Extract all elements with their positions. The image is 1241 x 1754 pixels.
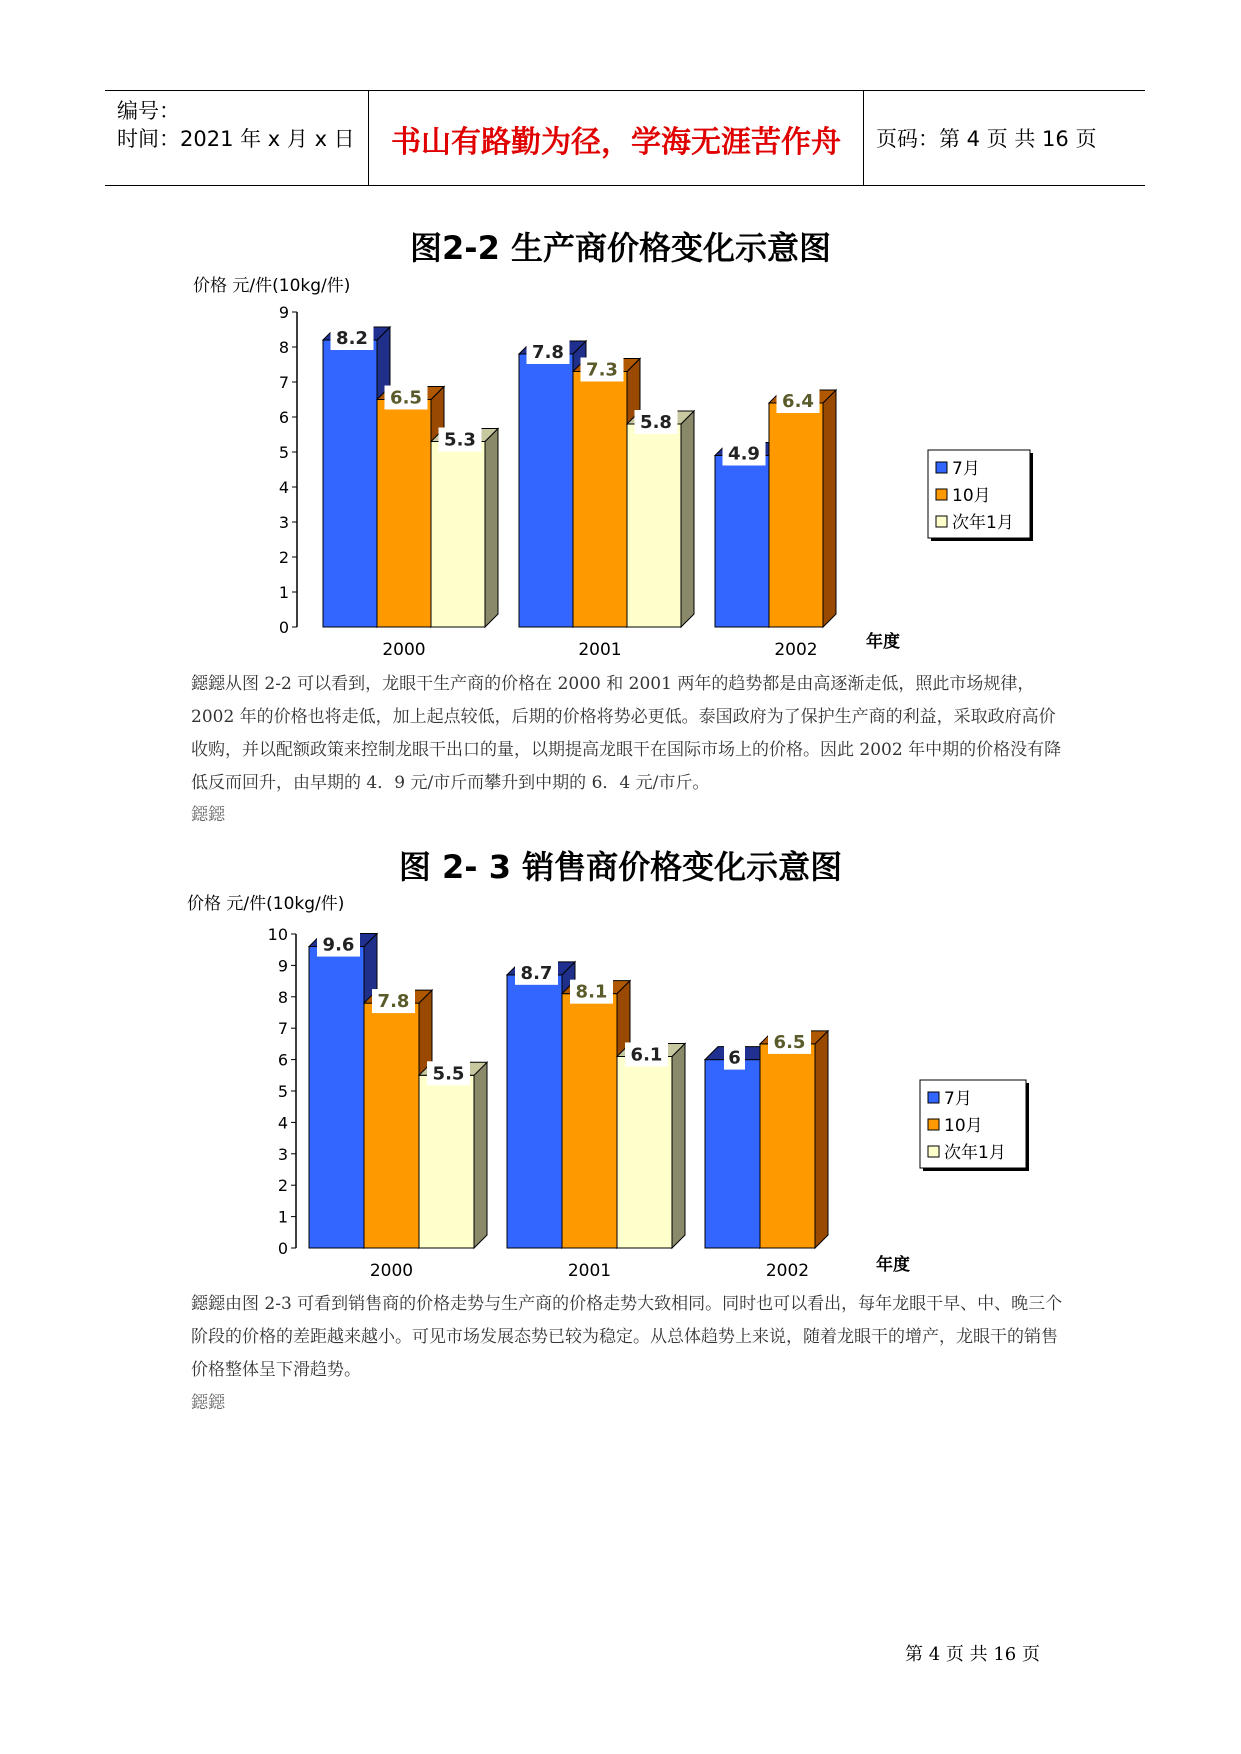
bar-front bbox=[309, 947, 364, 1248]
header-right-cell bbox=[864, 91, 1145, 185]
header-left-cell bbox=[105, 91, 369, 185]
bar-front bbox=[562, 994, 617, 1248]
legend-label: 7月 bbox=[944, 1089, 972, 1109]
y-tick-label: 7 bbox=[277, 1019, 288, 1039]
bar-side bbox=[672, 1043, 685, 1248]
legend-label: 7月 bbox=[952, 459, 980, 479]
figure2-title: 图 2- 3 销售商价格变化示意图 bbox=[398, 848, 843, 886]
y-tick-label: 7 bbox=[278, 373, 289, 392]
figure2-chart bbox=[0, 910, 1241, 1290]
figure1-unit-label: 价格 元/件(10kg/件) bbox=[193, 276, 351, 296]
figure1-chart bbox=[0, 290, 1241, 670]
legend-label: 10月 bbox=[952, 486, 991, 506]
y-tick-label: 2 bbox=[277, 1176, 288, 1196]
y-tick-label: 3 bbox=[278, 513, 289, 532]
y-tick-label: 6 bbox=[278, 408, 289, 427]
data-label: 6 bbox=[728, 1047, 741, 1069]
paragraph-1: 鐚鐚从图 2-2 可以看到，龙眼干生产商的价格在 2000 和 2001 两年的趋势都是由高逐渐走低，照此市场规律，2002 年的价格也将走低，加上起点较低，后期的价格将势必更低。泰国政府为了保护生产商的利益，采取政府高价收购，并以配额政策来控制龙眼干出口的量，以期提高龙眼干在国际市场上的价格。因此 2002 年中期的价格没有降低反而回升，由早期的 4．9 元/市斤而攀升到中期的 6．4 元/市斤。 bbox=[191, 674, 1062, 793]
y-tick-label: 9 bbox=[278, 303, 289, 322]
document-time-label: 时间：2021 年 x 月 x 日 bbox=[117, 127, 355, 151]
y-tick-label: 9 bbox=[277, 956, 288, 976]
header-middle-cell bbox=[369, 91, 864, 185]
bar-front bbox=[769, 403, 823, 627]
bar-front bbox=[705, 1060, 760, 1248]
legend-swatch bbox=[928, 1119, 939, 1130]
data-label: 8.7 bbox=[520, 962, 553, 984]
data-label: 8.2 bbox=[336, 328, 368, 349]
document-number-label: 编号： bbox=[117, 99, 180, 123]
legend-swatch bbox=[928, 1092, 939, 1103]
data-label: 8.1 bbox=[575, 981, 608, 1003]
x-category-label: 2002 bbox=[765, 1261, 810, 1281]
x-axis-label: 年度 bbox=[866, 632, 900, 652]
x-category-label: 2000 bbox=[369, 1261, 414, 1281]
y-tick-label: 2 bbox=[278, 548, 289, 567]
bar-front bbox=[323, 340, 377, 627]
page-code-label: 页码：第 4 页 共 16 页 bbox=[876, 127, 1097, 151]
legend-label: 次年1月 bbox=[952, 513, 1014, 533]
bar-front bbox=[419, 1075, 474, 1248]
x-category-label: 2001 bbox=[567, 1261, 612, 1281]
data-label: 7.3 bbox=[586, 359, 618, 381]
bar-front bbox=[431, 442, 485, 628]
data-label: 6.5 bbox=[773, 1031, 806, 1053]
legend-swatch bbox=[936, 489, 947, 500]
y-tick-label: 6 bbox=[277, 1050, 288, 1070]
page-header bbox=[105, 90, 1145, 186]
legend-label: 10月 bbox=[944, 1116, 983, 1136]
paragraph-mark-2: 鐚鐚 bbox=[191, 1393, 225, 1413]
page-footer: 第 4 页 共 16 页 bbox=[905, 1644, 1040, 1665]
bar-front bbox=[617, 1056, 672, 1248]
bar-side bbox=[681, 411, 694, 627]
y-tick-label: 8 bbox=[278, 338, 289, 357]
paragraph-mark-1: 鐚鐚 bbox=[191, 805, 225, 825]
bar-side bbox=[815, 1031, 828, 1248]
data-label: 9.6 bbox=[322, 934, 355, 956]
bar-front bbox=[573, 372, 627, 628]
legend-label: 次年1月 bbox=[944, 1143, 1006, 1163]
x-axis-label: 年度 bbox=[876, 1255, 910, 1275]
bar-front bbox=[507, 975, 562, 1248]
y-tick-label: 1 bbox=[277, 1207, 288, 1227]
y-tick-label: 5 bbox=[277, 1082, 288, 1101]
x-category-label: 2000 bbox=[382, 640, 426, 660]
bar-front bbox=[519, 354, 573, 627]
data-label: 6.1 bbox=[630, 1044, 663, 1066]
y-tick-label: 0 bbox=[278, 618, 289, 637]
y-tick-label: 3 bbox=[277, 1144, 288, 1164]
bar-front bbox=[627, 424, 681, 627]
y-tick-label: 4 bbox=[277, 1113, 288, 1133]
bar-front bbox=[760, 1044, 815, 1248]
y-tick-label: 8 bbox=[277, 987, 288, 1007]
x-category-label: 2002 bbox=[774, 640, 818, 660]
y-tick-label: 5 bbox=[278, 443, 289, 462]
data-label: 6.5 bbox=[390, 387, 422, 409]
y-tick-label: 4 bbox=[278, 478, 289, 497]
legend-swatch bbox=[936, 462, 947, 473]
header-motto: 书山有路勤为径，学海无涯苦作舟 bbox=[391, 125, 841, 160]
y-tick-label: 1 bbox=[278, 583, 289, 602]
data-label: 5.8 bbox=[640, 412, 672, 433]
x-category-label: 2001 bbox=[578, 640, 622, 660]
bar-side bbox=[485, 429, 498, 628]
data-label: 7.8 bbox=[377, 991, 410, 1013]
data-label: 4.9 bbox=[728, 443, 760, 465]
y-tick-label: 10 bbox=[267, 925, 288, 944]
paragraph-2: 鐚鐚由图 2-3 可看到销售商的价格走势与生产商的价格走势大致相同。同时也可以看出，每年龙眼干早、中、晚三个阶段的价格的差距越来越小。可见市场发展态势已较为稳定。从总体趋势上来说，随着龙眼干的增产，龙眼干的销售价格整体呈下滑趋势。 bbox=[191, 1294, 1063, 1380]
legend-swatch bbox=[928, 1146, 939, 1157]
legend-swatch bbox=[936, 516, 947, 527]
data-label: 6.4 bbox=[782, 391, 814, 412]
bar-side bbox=[474, 1062, 487, 1248]
data-label: 5.5 bbox=[432, 1063, 465, 1085]
figure2-unit-label: 价格 元/件(10kg/件) bbox=[187, 894, 345, 914]
y-tick-label: 0 bbox=[277, 1239, 288, 1258]
bar-front bbox=[715, 456, 769, 628]
bar-front bbox=[377, 400, 431, 628]
data-label: 7.8 bbox=[532, 342, 564, 363]
data-label: 5.3 bbox=[444, 429, 476, 451]
bar-front bbox=[364, 1003, 419, 1248]
bar-side bbox=[823, 390, 836, 627]
figure1-title: 图2-2 生产商价格变化示意图 bbox=[410, 229, 831, 267]
